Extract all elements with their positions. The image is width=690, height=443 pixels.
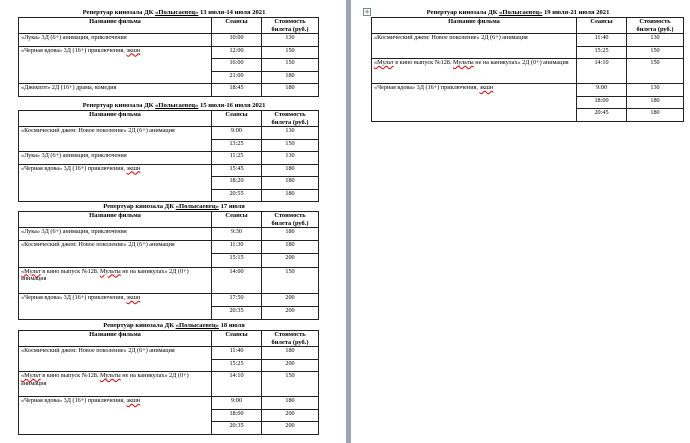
session-time: 11:25	[212, 152, 262, 165]
film-title	[19, 228, 212, 241]
film-name: «Черная вдова» 3Д (16+) приключения,	[21, 46, 127, 54]
title-venue: «Полысаевец»	[175, 203, 219, 210]
film-name-part: «Мульт	[374, 59, 394, 66]
ticket-price: 130	[262, 34, 319, 47]
table-row	[19, 152, 319, 165]
film-title	[19, 46, 212, 84]
film-name-part: не на каникулах» 2Д (0+) анимация	[473, 59, 569, 66]
ticket-price: 130	[262, 152, 319, 165]
title-prefix: Репертуар кинозала ДК	[82, 9, 156, 16]
ticket-price: 180	[262, 177, 319, 190]
table-row	[372, 59, 684, 84]
film-title	[19, 347, 212, 372]
film-name-part: Мульты	[100, 372, 121, 379]
film-title	[19, 397, 212, 435]
ticket-price: 150	[627, 46, 684, 59]
session-time: 18:20	[212, 177, 262, 190]
film-title	[372, 34, 577, 59]
ticket-price: 200	[262, 293, 319, 306]
film-name-part: в кино выпуск №128.	[40, 267, 100, 275]
table-row	[19, 164, 319, 177]
title-dates: 18 июля	[218, 322, 245, 329]
film-title	[372, 59, 577, 84]
table-header-row	[19, 111, 319, 127]
schedule-block	[18, 322, 330, 435]
session-time: 18:00	[212, 409, 262, 422]
header-film: Название фильма	[19, 18, 212, 34]
table-row	[372, 34, 684, 47]
schedule-table	[18, 17, 319, 97]
session-time: 11:40	[577, 34, 627, 47]
film-name-part: не на каникулах» 2Д (0+) анимация	[21, 267, 189, 283]
title-prefix: Репертуар кинозала ДК	[82, 102, 156, 109]
schedule-title	[18, 9, 330, 17]
ticket-price: 180	[262, 397, 319, 410]
document-page-right	[351, 0, 690, 443]
film-name-part: в кино выпуск №128.	[40, 372, 100, 379]
table-row	[19, 267, 319, 293]
ticket-price: 180	[262, 71, 319, 84]
film-name-part: «Мульт	[21, 267, 41, 275]
schedule-table	[371, 17, 684, 122]
ticket-price: 180	[262, 84, 319, 97]
table-header-row	[19, 18, 319, 34]
header-sessions: Сеансы	[212, 111, 262, 127]
film-name-part: Мульты	[453, 59, 474, 66]
ticket-price: 200	[262, 359, 319, 372]
table-row	[372, 84, 684, 97]
table-row	[19, 34, 319, 47]
session-time: 11:40	[212, 347, 262, 360]
table-header-row	[372, 18, 684, 34]
film-name: «Лука» 3Д (6+) анимация, приключения	[21, 228, 127, 235]
ticket-price: 180	[262, 347, 319, 360]
film-name: «Джекпот» 2Д (16+) драма, комедия	[21, 84, 117, 91]
film-genre-spellcheck: экшн	[126, 293, 141, 301]
film-name-part: не на каникулах» 2Д (0+) анимация	[21, 372, 189, 387]
ticket-price: 180	[262, 164, 319, 177]
film-name: «Черная вдова» 3Д (16+) приключения,	[374, 84, 480, 91]
session-time: 14:10	[577, 59, 627, 84]
schedule-title	[371, 9, 665, 17]
header-film: Название фильма	[19, 212, 212, 228]
film-genre-spellcheck: экшн	[126, 46, 141, 54]
table-row	[19, 228, 319, 241]
film-title	[19, 84, 212, 97]
session-time: 12:00	[212, 46, 262, 59]
ticket-price: 200	[262, 254, 319, 267]
session-time: 20:35	[212, 307, 262, 320]
schedule-table	[18, 110, 319, 202]
film-genre-spellcheck: экшн	[126, 164, 141, 172]
film-genre-spellcheck: экшн	[126, 397, 141, 404]
header-price: Стоимость билета (руб.)	[262, 331, 319, 347]
film-title	[19, 267, 212, 293]
ticket-price: 150	[262, 267, 319, 293]
title-venue: «Полысаевец»	[155, 102, 199, 109]
ticket-price: 150	[262, 372, 319, 397]
header-sessions: Сеансы	[577, 18, 627, 34]
session-time: 16:00	[212, 59, 262, 72]
session-time: 18:45	[212, 84, 262, 97]
schedule-title	[18, 102, 330, 110]
ticket-price: 150	[262, 46, 319, 59]
session-time: 21:00	[212, 71, 262, 84]
session-time: 18:00	[577, 96, 627, 109]
title-prefix: Репертуар кинозала ДК	[103, 203, 176, 210]
schedule-table	[18, 330, 319, 435]
header-sessions: Сеансы	[212, 331, 262, 347]
session-time: 10:00	[212, 34, 262, 47]
film-title	[19, 241, 212, 267]
session-time: 9:30	[212, 228, 262, 241]
ticket-price: 130	[262, 127, 319, 140]
film-title	[19, 164, 212, 202]
ticket-price: 150	[262, 139, 319, 152]
title-dates: 17 июля	[218, 203, 245, 210]
film-name: «Лука» 3Д (6+) анимация, приключения	[21, 34, 127, 41]
table-header-row	[19, 212, 319, 228]
film-title	[19, 34, 212, 47]
ticket-price: 180	[262, 228, 319, 241]
session-time: 13:25	[212, 139, 262, 152]
schedule-block	[18, 102, 330, 202]
schedule-block	[18, 9, 330, 97]
schedule-block	[18, 203, 330, 320]
session-time: 15:15	[212, 254, 262, 267]
table-row	[19, 127, 319, 140]
header-film: Название фильма	[372, 18, 577, 34]
title-venue: «Полысаевец»	[175, 322, 219, 329]
header-film: Название фильма	[19, 111, 212, 127]
schedule-block	[371, 9, 684, 122]
ticket-price: 180	[627, 109, 684, 122]
film-name-part: в кино выпуск №128.	[393, 59, 453, 66]
title-dates: 19 июля-21 июля 2021	[542, 9, 610, 16]
title-dates: 13 июля-14 июля 2021	[198, 9, 266, 16]
table-row	[19, 372, 319, 397]
title-dates: 15 июля-16 июля 2021	[198, 102, 266, 109]
ticket-price: 200	[262, 409, 319, 422]
table-row	[19, 397, 319, 410]
header-sessions: Сеансы	[212, 212, 262, 228]
session-time: 17:50	[212, 293, 262, 306]
session-time: 11:30	[212, 241, 262, 254]
film-name-part: Мульты	[100, 267, 121, 275]
ticket-price: 130	[627, 34, 684, 47]
schedule-title	[18, 322, 330, 330]
film-name: «Космический джем: Новое поколение» 2Д (6+) анимация	[21, 241, 175, 249]
film-name: «Лука» 3Д (6+) анимация, приключения	[21, 152, 127, 159]
ticket-price: 200	[262, 307, 319, 320]
ticket-price: 180	[627, 96, 684, 109]
session-time: 15:45	[212, 164, 262, 177]
session-time: 15:25	[212, 359, 262, 372]
session-time: 14:00	[212, 267, 262, 293]
ticket-price: 180	[262, 241, 319, 254]
ticket-price: 150	[262, 59, 319, 72]
film-name: «Черная вдова» 3Д (16+) приключения,	[21, 293, 127, 301]
session-time: 20:45	[577, 109, 627, 122]
film-name: «Космический джем: Новое поколение» 2Д (6+) анимация	[21, 347, 175, 354]
film-genre-spellcheck: экшн	[479, 84, 494, 91]
table-move-handle-icon[interactable]: +	[364, 8, 370, 16]
header-price: Стоимость билета (руб.)	[262, 212, 319, 228]
header-film: Название фильма	[19, 331, 212, 347]
film-name: «Космический джем: Новое поколение» 2Д (6+) анимация	[374, 34, 528, 41]
film-name-part: «Мульт	[21, 372, 41, 379]
session-time: 9:00	[212, 127, 262, 140]
table-row	[19, 293, 319, 306]
session-time: 20:35	[212, 422, 262, 435]
header-sessions: Сеансы	[212, 18, 262, 34]
table-row	[19, 46, 319, 59]
session-time: 9:00	[212, 397, 262, 410]
ticket-price: 180	[262, 189, 319, 202]
table-row	[19, 241, 319, 254]
session-time: 14:10	[212, 372, 262, 397]
table-row	[19, 84, 319, 97]
session-time: 20:55	[212, 189, 262, 202]
film-title	[372, 84, 577, 122]
film-name: «Черная вдова» 3Д (16+) приключения,	[21, 164, 127, 172]
ticket-price: 130	[627, 84, 684, 97]
title-prefix: Репертуар кинозала ДК	[426, 9, 500, 16]
table-header-row	[19, 331, 319, 347]
title-prefix: Репертуар кинозала ДК	[103, 322, 176, 329]
film-title	[19, 152, 212, 165]
film-title	[19, 372, 212, 397]
header-price: Стоимость билета (руб.)	[262, 18, 319, 34]
film-title	[19, 127, 212, 152]
session-time: 15:25	[577, 46, 627, 59]
schedule-table	[18, 211, 319, 320]
film-name: «Черная вдова» 3Д (16+) приключения,	[21, 397, 127, 404]
title-venue: «Полысаевец»	[499, 9, 543, 16]
ticket-price: 200	[262, 422, 319, 435]
film-name: «Космический джем: Новое поколение» 2Д (6+) анимация	[21, 127, 175, 134]
header-price: Стоимость билета (руб.)	[627, 18, 684, 34]
table-row	[19, 347, 319, 360]
session-time: 9:00	[577, 84, 627, 97]
ticket-price: 150	[627, 59, 684, 84]
schedule-title	[18, 203, 330, 211]
title-venue: «Полысаевец»	[155, 9, 199, 16]
film-title	[19, 293, 212, 319]
header-price: Стоимость билета (руб.)	[262, 111, 319, 127]
